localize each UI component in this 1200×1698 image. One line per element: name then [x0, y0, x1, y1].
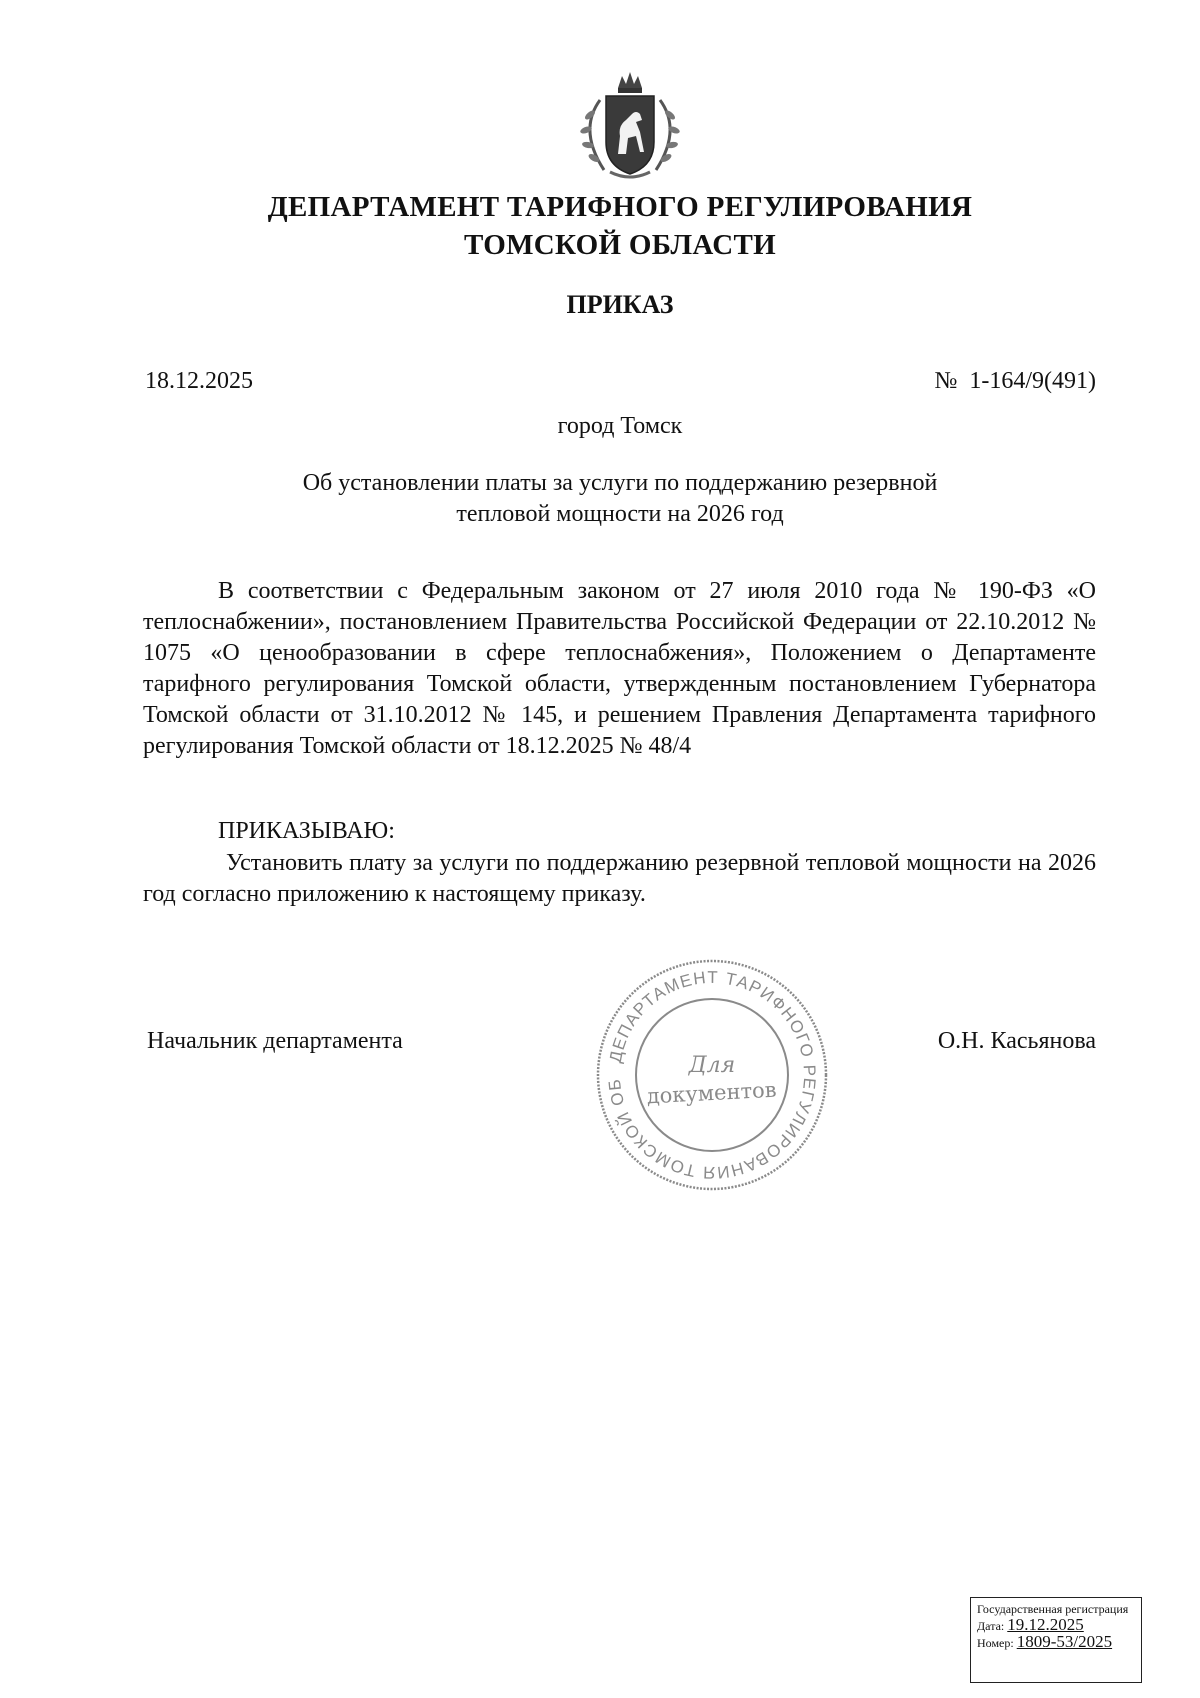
subject-line2: тепловой мощности на 2026 год	[456, 501, 784, 527]
document-number: № 1-164/9(491)	[934, 368, 1096, 394]
order-heading: ПРИКАЗЫВАЮ:	[218, 818, 395, 844]
registration-number-value: 1809-53/2025	[1016, 1632, 1113, 1651]
document-type: ПРИКАЗ	[566, 290, 674, 319]
registration-box	[970, 1597, 1142, 1683]
document-city: город Томск	[557, 413, 683, 439]
svg-text:документов: документов	[646, 1077, 778, 1109]
document-subject	[250, 468, 990, 530]
coat-of-arms-icon	[570, 70, 690, 182]
order-paragraph: Установить плату за услуги по поддержанию резервной тепловой мощности на 2026 год согласно приложению к настоящему приказу.	[143, 850, 1096, 907]
official-seal	[594, 957, 830, 1193]
svg-text:Для: Для	[688, 1053, 736, 1078]
registration-date-value: 19.12.2025	[1007, 1615, 1084, 1634]
signer-position: Начальник департамента	[147, 1028, 403, 1054]
subject-line1: Об установлении платы за услуги по поддержанию резервной	[302, 470, 938, 496]
organization-title	[200, 188, 1040, 264]
preamble-paragraph: В соответствии с Федеральным законом от 27 июля 2010 года № 190-ФЗ «О теплоснабжении», постановлением Правительства Российской Федерации от 22.10.2012 № 1075 «О ценообразовании в сфере теплоснабжения», Положением о Департаменте тарифного регулирования Томской области, утвержденным постановлением Губернатора Томской области от 31.10.2012 № 145, и решением Правления Департамента тарифного регулирования Томской области от 18.12.2025 № 48/4	[143, 578, 1096, 759]
registration-number-label: Номер:	[977, 1636, 1014, 1650]
organization-title-line1: ДЕПАРТАМЕНТ ТАРИФНОГО РЕГУЛИРОВАНИЯ	[267, 191, 973, 223]
svg-text:ДЕПАРТАМЕНТ ТАРИФНОГО РЕГУЛИРО: ДЕПАРТАМЕНТ ТАРИФНОГО РЕГУЛИРОВАНИЯ ТОМСКОЙ ОБ	[604, 967, 820, 1183]
signer-name: О.Н. Касьянова	[937, 1028, 1096, 1054]
document-date: 18.12.2025	[145, 368, 253, 394]
organization-title-line2: ТОМСКОЙ ОБЛАСТИ	[464, 229, 776, 261]
registration-title: Государственная регистрация	[977, 1602, 1129, 1616]
registration-number-row	[977, 1634, 1135, 1651]
registration-date-label: Дата:	[977, 1619, 1005, 1633]
